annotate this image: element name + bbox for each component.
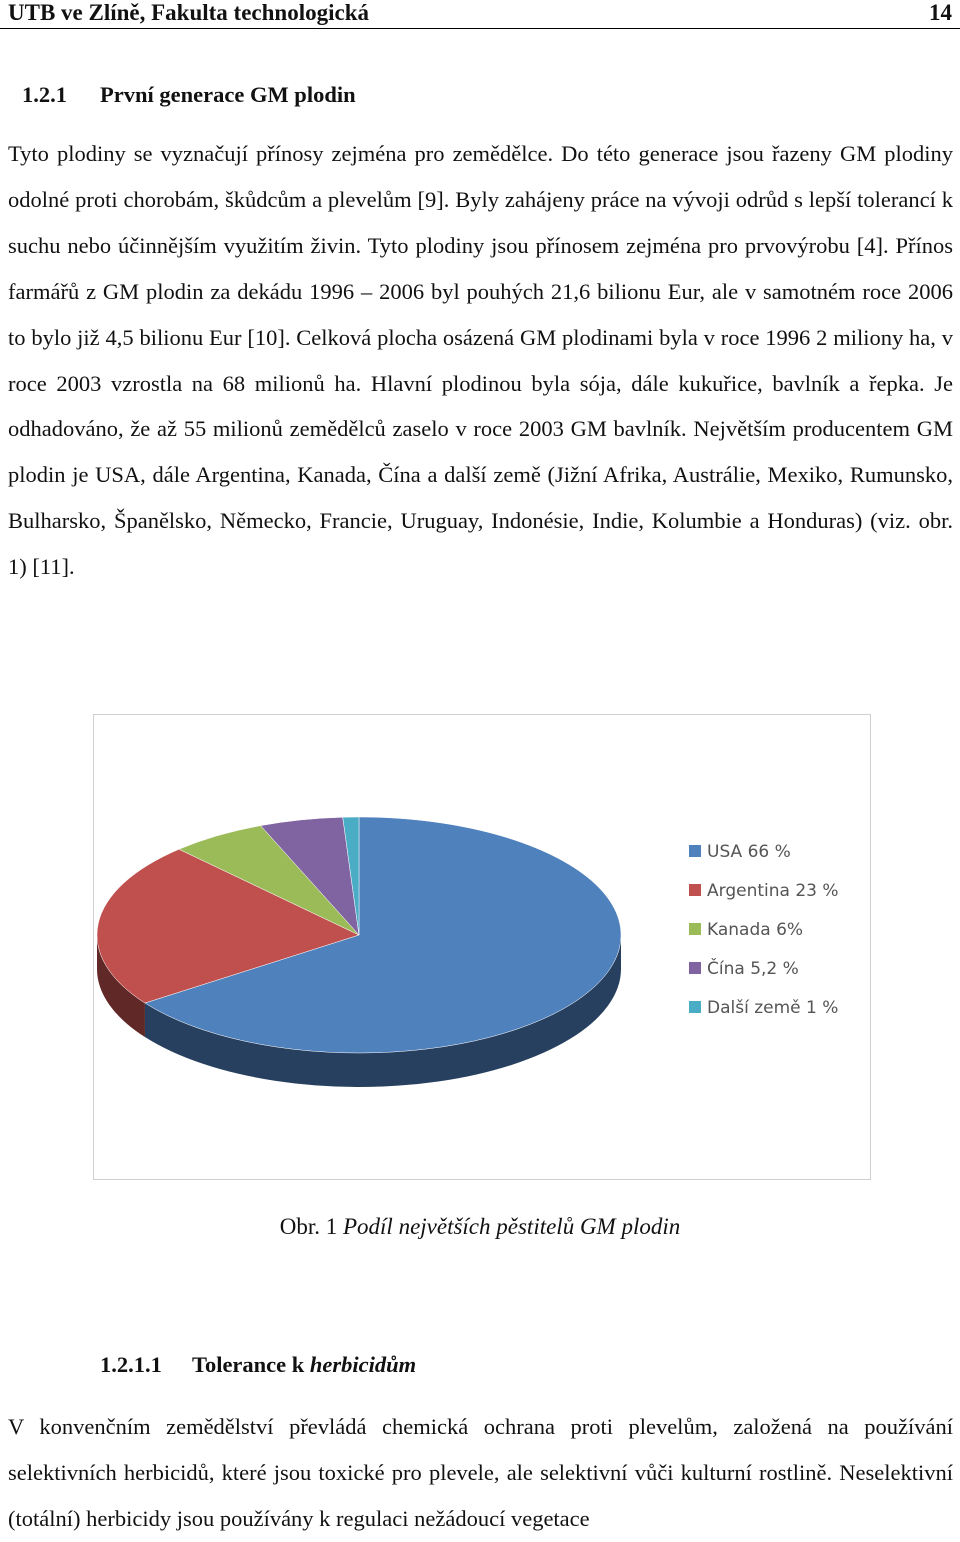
- legend-label-argentina-23: Argentina 23 %: [707, 881, 839, 901]
- subsection-title-plain: Tolerance k: [192, 1352, 310, 1377]
- section-title: První generace GM plodin: [100, 82, 356, 107]
- legend-swatch-kanada-6: [689, 923, 701, 935]
- section-number: 1.2.1: [22, 82, 67, 107]
- subsection-heading: [100, 1352, 416, 1378]
- legend-label-cina-5-2: Čína 5,2 %: [707, 959, 799, 979]
- pie-chart: [94, 715, 870, 1179]
- legend-label-usa-66: USA 66 %: [707, 842, 791, 862]
- legend-label-dalsi-zeme-1: Další země 1 %: [707, 998, 839, 1018]
- legend-swatch-argentina-23: [689, 884, 701, 896]
- body-paragraph-1: Tyto plodiny se vyznačují přínosy zejména pro zemědělce. Do této generace jsou řazeny GM plodiny odolné proti chorobám, škůdcům a plevelům [9]. Byly zahájeny práce na vývoji odrůd s lepší tolerancí k suchu nebo účinnějším využitím živin. Tyto plodiny jsou přínosem zejména pro prvovýrobu [4]. Přínos farmářů z GM plodin za dekádu 1996 – 2006 byl pouhých 21,6 bilionu Eur, ale v samotném roce 2006 to bylo již 4,5 bilionu Eur [10]. Celková plocha osázená GM plodinami byla v roce 1996 2 miliony ha, v roce 2003 vzrostla na 68 milionů ha. Hlavní plodinou byla sója, dále kukuřice, bavlník a řepka. Je odhadováno, že až 55 milionů zemědělců zaselo v roce 2003 GM bavlník. Největším producentem GM plodin je USA, dále Argentina, Kanada, Čína a další země (Jižní Afrika, Austrálie, Mexiko, Rumunsko, Bulharsko, Španělsko, Německo, Francie, Uruguay, Indonésie, Indie, Kolumbie a Honduras) (viz. obr. 1) [11].: [8, 141, 953, 580]
- header-title: UTB ve Zlíně, Fakulta technologická: [8, 0, 369, 25]
- subsection-number: 1.2.1.1: [100, 1352, 162, 1377]
- subsection-title-italic: herbicidům: [309, 1352, 417, 1377]
- legend-swatch-usa-66: [689, 845, 701, 857]
- section-heading: [22, 82, 356, 108]
- caption-label: Obr. 1: [279, 1214, 338, 1239]
- legend-swatch-cina-5-2: [689, 962, 701, 974]
- caption-title: Podíl největších pěstitelů GM plodin: [342, 1214, 681, 1239]
- body-paragraph-2: V konvenčním zemědělství převládá chemická ochrana proti plevelům, založená na používání selektivních herbicidů, které jsou toxické pro plevele, ale selektivní vůči kulturní rostlině. Neselektivní (totální) herbicidy jsou používány k regulaci nežádoucí vegetace: [8, 1414, 953, 1531]
- figure-caption: [0, 1214, 960, 1240]
- page-header: [0, 0, 960, 29]
- page-number: 14: [929, 0, 952, 25]
- legend-swatch-dalsi-zeme-1: [689, 1001, 701, 1013]
- legend-label-kanada-6: Kanada 6%: [707, 920, 804, 940]
- figure-frame: [93, 714, 871, 1180]
